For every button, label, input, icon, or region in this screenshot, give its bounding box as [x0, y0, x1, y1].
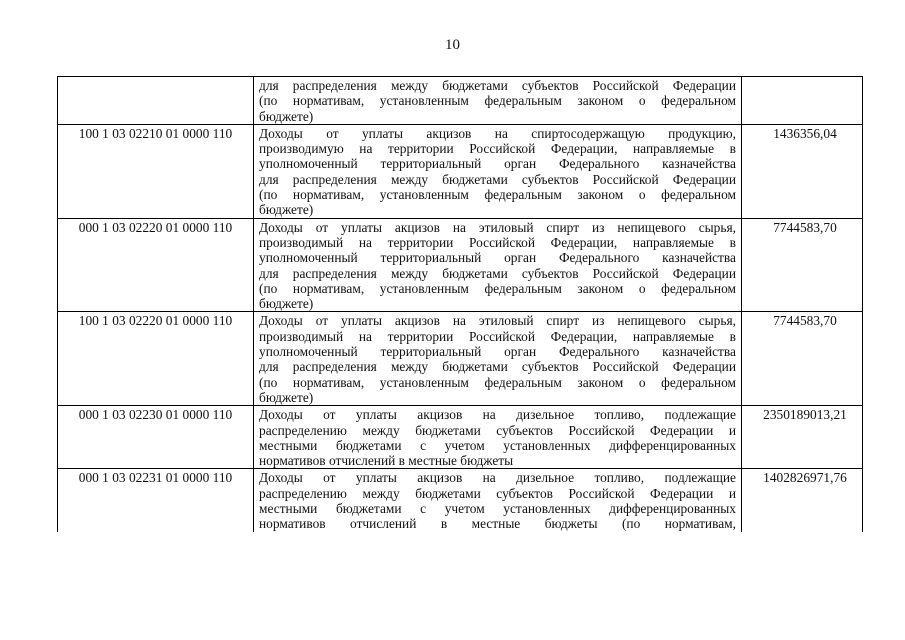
- description-line: производимую на территории Российской Федерации, направляемые в: [259, 141, 736, 157]
- description-line: (по нормативам, установленным федеральным законом о федеральном: [259, 187, 736, 203]
- description-line: уполномоченный территориальный орган Федерального казначейства: [259, 250, 736, 266]
- budget-code-cell: 000 1 03 02220 01 0000 110: [58, 218, 254, 312]
- description-line: нормативов отчислений в местные бюджеты: [259, 453, 514, 469]
- description-line: бюджете): [259, 108, 314, 124]
- budget-code-cell: 100 1 03 02210 01 0000 110: [58, 124, 254, 218]
- revenue-table: [57, 76, 863, 532]
- description-line: для распределения между бюджетами субъектов Российской Федерации: [259, 78, 736, 93]
- amount-cell: 2350189013,21: [742, 406, 863, 469]
- description-line: уполномоченный территориальный орган Федерального казначейства: [259, 156, 736, 172]
- description-line: распределению между бюджетами субъектов Российской Федерации и: [259, 422, 736, 438]
- table-row: [58, 312, 863, 406]
- description-line: местными бюджетами с учетом установленных дифференцированных: [259, 501, 736, 517]
- description-cell: [254, 312, 742, 406]
- table-row: [58, 77, 863, 125]
- amount-cell: [742, 77, 863, 125]
- description-cell: [254, 124, 742, 218]
- description-line: производимый на территории Российской Федерации, направляемые в: [259, 328, 736, 344]
- description-line: местными бюджетами с учетом установленных дифференцированных: [259, 437, 736, 453]
- description-line: Доходы от уплаты акцизов на дизельное топливо, подлежащие: [259, 470, 736, 486]
- table-row: [58, 406, 863, 469]
- table-row: [58, 469, 863, 532]
- description-line: Доходы от уплаты акцизов на спиртосодержащую продукцию,: [259, 125, 736, 141]
- amount-cell: 7744583,70: [742, 218, 863, 312]
- description-line: Доходы от уплаты акцизов на этиловый спирт из непищевого сырья,: [259, 313, 736, 329]
- amount-cell: 1436356,04: [742, 124, 863, 218]
- description-line: для распределения между бюджетами субъектов Российской Федерации: [259, 359, 736, 375]
- description-line: уполномоченный территориальный орган Федерального казначейства: [259, 344, 736, 360]
- amount-cell: 1402826971,76: [742, 469, 863, 532]
- table-row: [58, 124, 863, 218]
- amount-cell: 7744583,70: [742, 312, 863, 406]
- description-line: (по нормативам, установленным федеральным законом о федеральном: [259, 93, 736, 109]
- description-line: для распределения между бюджетами субъектов Российской Федерации: [259, 171, 736, 187]
- description-line: распределению между бюджетами субъектов Российской Федерации и: [259, 485, 736, 501]
- budget-code-cell: 100 1 03 02220 01 0000 110: [58, 312, 254, 406]
- budget-code-cell: 000 1 03 02230 01 0000 110: [58, 406, 254, 469]
- description-cell: [254, 469, 742, 532]
- table-body: [58, 77, 863, 532]
- description-line: нормативов отчислений в местные бюджеты (по нормативам,: [259, 516, 736, 532]
- description-line: бюджете): [259, 296, 314, 312]
- description-cell: [254, 406, 742, 469]
- description-line: для распределения между бюджетами субъектов Российской Федерации: [259, 265, 736, 281]
- description-line: (по нормативам, установленным федеральным законом о федеральном: [259, 374, 736, 390]
- description-cell: [254, 218, 742, 312]
- description-line: Доходы от уплаты акцизов на этиловый спирт из непищевого сырья,: [259, 219, 736, 235]
- description-line: производимый на территории Российской Федерации, направляемые в: [259, 234, 736, 250]
- table-row: [58, 218, 863, 312]
- description-line: бюджете): [259, 389, 314, 405]
- description-cell: [254, 77, 742, 125]
- page-number: 10: [445, 37, 460, 53]
- description-line: Доходы от уплаты акцизов на дизельное топливо, подлежащие: [259, 407, 736, 423]
- description-line: (по нормативам, установленным федеральным законом о федеральном: [259, 280, 736, 296]
- description-line: бюджете): [259, 202, 314, 218]
- budget-code-cell: [58, 77, 254, 125]
- budget-code-cell: 000 1 03 02231 01 0000 110: [58, 469, 254, 532]
